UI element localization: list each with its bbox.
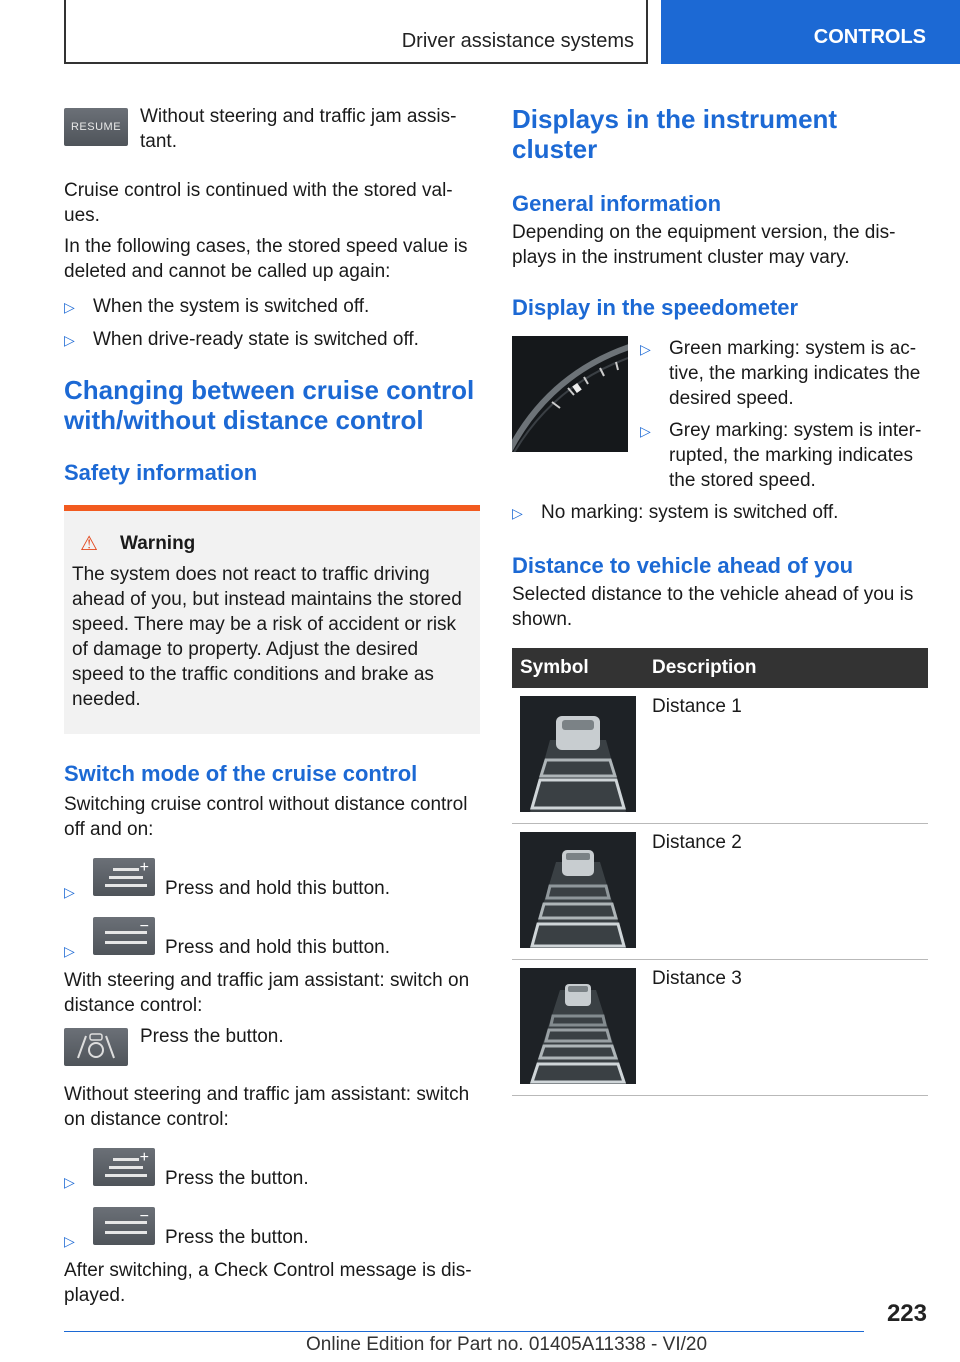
list-item-text: Press the button. (165, 1227, 309, 1248)
footer-divider (64, 1331, 864, 1332)
paragraph: Selected distance to the vehicle ahead of you is shown. (512, 584, 914, 630)
bullet-triangle-icon: ▷ (64, 1233, 75, 1249)
table-cell: Distance 1 (644, 688, 928, 824)
resume-row (64, 108, 480, 154)
table-header-row (512, 648, 928, 688)
left-column (64, 100, 480, 1308)
table-row (512, 960, 928, 1096)
list-item-text: Press the button. (165, 1168, 309, 1189)
list-item-text: Grey marking: system is inter-rupted, the marking indicates the stored speed. (669, 420, 922, 491)
heading-general: General information (512, 191, 722, 216)
table-cell: Distance 3 (644, 960, 928, 1096)
list-item (64, 327, 480, 353)
warning-title (72, 531, 472, 556)
warning-title-text: Warning (120, 532, 196, 554)
bullet-triangle-icon: ▷ (512, 505, 523, 521)
warning-text: The system does not react to traffic driving ahead of you, but instead maintains the stored speed. There may be a risk of accident or risk of damage to property. Adjust the desired speed to the traffic conditions and brake as needed. (72, 564, 462, 710)
speedometer-row (512, 336, 928, 493)
bullet-triangle-icon: ▷ (640, 341, 651, 357)
list-item (640, 418, 928, 493)
speedometer-list (640, 336, 928, 493)
distance-plus-button-image (93, 858, 155, 896)
table-cell: Distance 2 (644, 824, 928, 960)
list-item-text: No marking: system is switched off. (541, 502, 839, 523)
list-item-text: Press and hold this button. (165, 878, 390, 899)
warning-box (64, 505, 480, 734)
speedometer-image (512, 336, 628, 452)
right-column (512, 100, 928, 1096)
resume-button-image: RESUME (64, 108, 128, 146)
bullet-triangle-icon: ▷ (64, 332, 75, 348)
distance-plus-button-image (93, 1148, 155, 1186)
paragraph: Switching cruise control without distance control off and on: (64, 794, 468, 840)
table-row (512, 824, 928, 960)
bullet-triangle-icon: ▷ (64, 1174, 75, 1190)
plus-icon: + (139, 1149, 149, 1166)
list-item-text: When the system is switched off. (93, 296, 370, 317)
heading-switch-mode: Switch mode of the cruise control (64, 761, 418, 786)
car-distance-icon (520, 968, 636, 1084)
list-item (64, 1148, 480, 1195)
speedometer-arc-icon (512, 336, 628, 452)
list-item (64, 1207, 480, 1254)
bullet-triangle-icon: ▷ (64, 884, 75, 900)
steering-assist-button-image (64, 1028, 128, 1066)
distance-2-image (520, 832, 636, 948)
paragraph: With steering and traffic jam assistant: switch on distance control: (64, 970, 470, 1016)
warning-triangle-icon: ⚠ (80, 533, 98, 555)
heading-distance: Distance to vehicle ahead of you (512, 553, 854, 578)
resume-text: Without steering and traffic jam assis-tant. (140, 106, 457, 152)
bullet-triangle-icon: ▷ (64, 943, 75, 959)
footer-edition: Online Edition for Part no. 01405A11338 - VI/20 (306, 1334, 708, 1355)
steering-wheel-icon (64, 1028, 128, 1066)
distance-3-image (520, 968, 636, 1084)
car-distance-icon (520, 696, 636, 812)
paragraph: Depending on the equipment version, the dis-plays in the instrument cluster may vary. (512, 222, 896, 268)
distance-minus-button-image (93, 917, 155, 955)
minus-icon: − (139, 918, 149, 935)
heading-safety: Safety information (64, 460, 258, 485)
list-item-text: When drive-ready state is switched off. (93, 329, 419, 350)
car-distance-icon (520, 832, 636, 948)
heading-change: Changing between cruise control with/without distance control (64, 375, 475, 435)
paragraph: Without steering and traffic jam assistant: switch on distance control: (64, 1084, 470, 1130)
table-row (512, 688, 928, 824)
table-header-description: Description (644, 648, 928, 688)
minus-icon: − (139, 1208, 149, 1225)
bullet-triangle-icon: ▷ (64, 299, 75, 315)
press-button-text: Press the button. (140, 1026, 284, 1047)
distance-minus-button-image (93, 1207, 155, 1245)
distance-table (512, 648, 928, 1096)
list-item (512, 500, 928, 526)
table-header-symbol: Symbol (512, 648, 644, 688)
heading-displays: Displays in the instrument cluster (512, 104, 838, 164)
paragraph: Cruise control is continued with the stored val-ues. (64, 180, 453, 226)
plus-icon: + (139, 859, 149, 876)
heading-speedometer: Display in the speedometer (512, 295, 799, 320)
distance-1-image (520, 696, 636, 812)
list-item (640, 336, 928, 411)
chapter-title: Driver assistance systems (401, 30, 634, 52)
paragraph: After switching, a Check Control message is dis-played. (64, 1260, 472, 1306)
list-item (64, 858, 480, 905)
paragraph: In the following cases, the stored speed value is deleted and cannot be called up again: (64, 236, 468, 282)
bullet-triangle-icon: ▷ (640, 423, 651, 439)
steering-button-row (64, 1028, 480, 1066)
list-item (64, 294, 480, 320)
section-tab[interactable]: CONTROLS (661, 0, 960, 64)
page-number: 223 (886, 1300, 927, 1327)
list-item-text: Press and hold this button. (165, 937, 390, 958)
list-item-text: Green marking: system is ac-tive, the marking indicates the desired speed. (669, 338, 921, 409)
list-item (64, 917, 480, 964)
